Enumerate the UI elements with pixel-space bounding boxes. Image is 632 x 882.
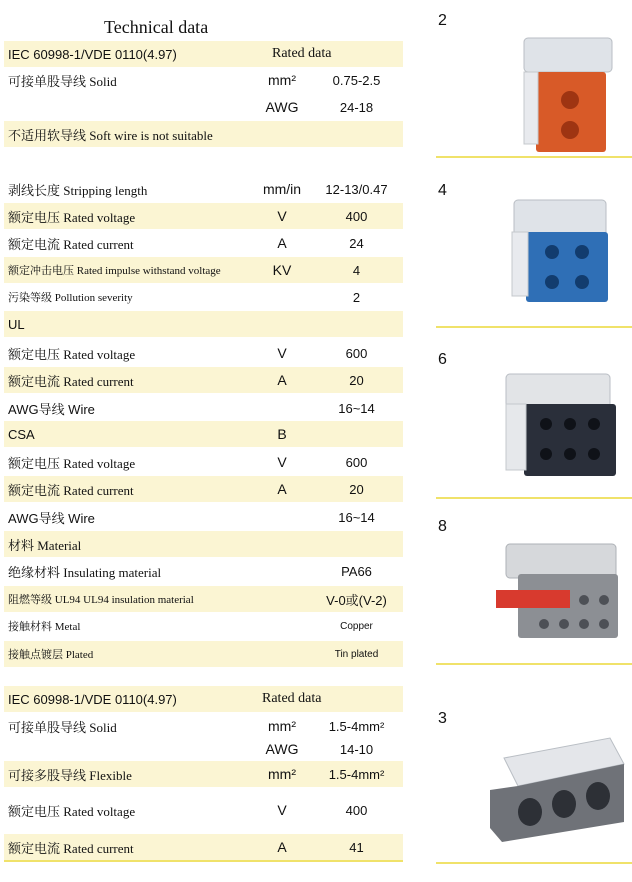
divider (4, 860, 403, 862)
table-row (4, 257, 403, 283)
row-label: 额定电流 Rated current (8, 373, 134, 389)
connector-body (536, 72, 606, 152)
row-label: AWG导线 Wire (8, 401, 95, 417)
product-number: 3 (438, 710, 447, 727)
row-label: 污染等级 Pollution severity (8, 292, 133, 304)
row-unit: V (277, 345, 287, 361)
row-unit: mm² (268, 72, 296, 88)
product-number: 6 (438, 351, 447, 368)
table-row (4, 736, 403, 762)
row-value: 1.5-4mm² (328, 766, 385, 782)
table-row (4, 340, 403, 366)
row-label: 额定电压 Rated voltage (8, 346, 136, 362)
table-row (4, 531, 403, 557)
table-row (4, 94, 403, 120)
row-label: 额定电压 Rated voltage (8, 455, 136, 471)
row-unit: AWG (265, 99, 299, 115)
table-row (4, 797, 403, 823)
section1-header-left: IEC 60998-1/VDE 0110(4.97) (8, 46, 177, 62)
row-value: 24-18 (339, 99, 374, 115)
row-unit: KV (272, 262, 292, 278)
connector-8-way-image (496, 538, 624, 642)
row-value: 600 (345, 345, 368, 361)
product-number: 8 (438, 518, 447, 535)
connector-6-way-image (500, 366, 622, 482)
table-row (4, 284, 403, 310)
row-unit: A (277, 481, 287, 497)
section3-header-right: Rated data (262, 691, 322, 706)
row-value: 24 (349, 235, 364, 251)
row-label: 可接单股导线 Solid (8, 719, 117, 735)
row-value: PA66 (341, 563, 372, 579)
table-row (4, 449, 403, 475)
row-label: 额定电流 Rated current (8, 482, 134, 498)
row-value: 41 (349, 839, 364, 855)
section3-header (4, 686, 403, 712)
row-value: 16~14 (338, 509, 375, 525)
table-row (4, 395, 403, 421)
row-unit: A (277, 372, 287, 388)
page-title: Technical data (104, 17, 209, 37)
table-row (4, 613, 403, 639)
table-row (4, 641, 403, 667)
divider (436, 663, 632, 665)
row-value: 4 (352, 262, 361, 278)
table-row (4, 230, 403, 256)
row-unit: V (277, 208, 287, 224)
row-unit: mm² (268, 718, 296, 734)
connector-body (526, 232, 608, 302)
row-label: 额定冲击电压 Rated impulse withstand voltage (8, 265, 221, 277)
table-row (4, 203, 403, 229)
row-value: 16~14 (338, 400, 375, 416)
table-row (4, 176, 403, 202)
connector-3-way-image (484, 724, 630, 848)
row-label: 接触材料 Metal (8, 621, 81, 633)
row-label: AWG导线 Wire (8, 510, 95, 526)
table-row (4, 834, 403, 860)
divider (436, 862, 632, 864)
connector-2-way-image (518, 32, 618, 156)
row-value: 2 (352, 289, 361, 305)
connector-4-way-image (506, 196, 618, 306)
row-value: 20 (349, 481, 364, 497)
product-number: 2 (438, 12, 447, 29)
divider (436, 326, 632, 328)
row-value: 20 (349, 372, 364, 388)
row-value: V-0或(V-2) (326, 592, 387, 608)
section3-header-left: IEC 60998-1/VDE 0110(4.97) (8, 691, 177, 707)
table-row (4, 311, 403, 337)
table-row (4, 121, 403, 147)
row-label: 阻燃等级 UL94 UL94 insulation material (8, 594, 194, 606)
row-value: Copper (340, 620, 373, 632)
row-label: UL (8, 316, 25, 332)
row-unit: V (277, 802, 287, 818)
row-value: 1.5-4mm² (328, 718, 385, 734)
row-value: 400 (345, 802, 368, 818)
table-row (4, 421, 403, 447)
row-value: 12-13/0.47 (325, 181, 388, 197)
row-label: 不适用软导线 Soft wire is not suitable (8, 127, 213, 143)
row-label: CSA (8, 426, 35, 442)
row-value: 0.75-2.5 (332, 72, 381, 88)
row-label: 剥线长度 Stripping length (8, 182, 148, 198)
row-label: 可接单股导线 Solid (8, 73, 117, 89)
table-row (4, 67, 403, 93)
divider (436, 497, 632, 499)
row-label: 接触点镀层 Plated (8, 649, 94, 661)
row-unit: A (277, 235, 287, 251)
row-label: 额定电压 Rated voltage (8, 803, 136, 819)
row-label: 额定电压 Rated voltage (8, 209, 136, 225)
row-value: 600 (345, 454, 368, 470)
row-value: Tin plated (334, 648, 379, 660)
row-label: 额定电流 Rated current (8, 840, 134, 856)
section1-header (4, 41, 403, 67)
row-unit: A (277, 839, 287, 855)
row-label: 额定电流 Rated current (8, 236, 134, 252)
table-row (4, 367, 403, 393)
row-unit: mm² (268, 766, 296, 782)
row-value: 400 (345, 208, 368, 224)
table-row (4, 558, 403, 584)
section1-header-right: Rated data (272, 46, 332, 61)
row-label: 可接多股导线 Flexible (8, 767, 132, 783)
product-number: 4 (438, 182, 447, 199)
row-label: 材料 Material (8, 537, 82, 553)
table-row (4, 476, 403, 502)
divider (436, 156, 632, 158)
row-unit: B (277, 426, 287, 442)
connector-body (524, 404, 616, 476)
row-value: 14-10 (339, 741, 374, 757)
row-label: 绝缘材料 Insulating material (8, 564, 162, 580)
row-unit: AWG (265, 741, 299, 757)
table-row (4, 761, 403, 787)
row-unit: V (277, 454, 287, 470)
table-row (4, 504, 403, 530)
table-row (4, 586, 403, 612)
row-unit: mm/in (262, 181, 302, 197)
